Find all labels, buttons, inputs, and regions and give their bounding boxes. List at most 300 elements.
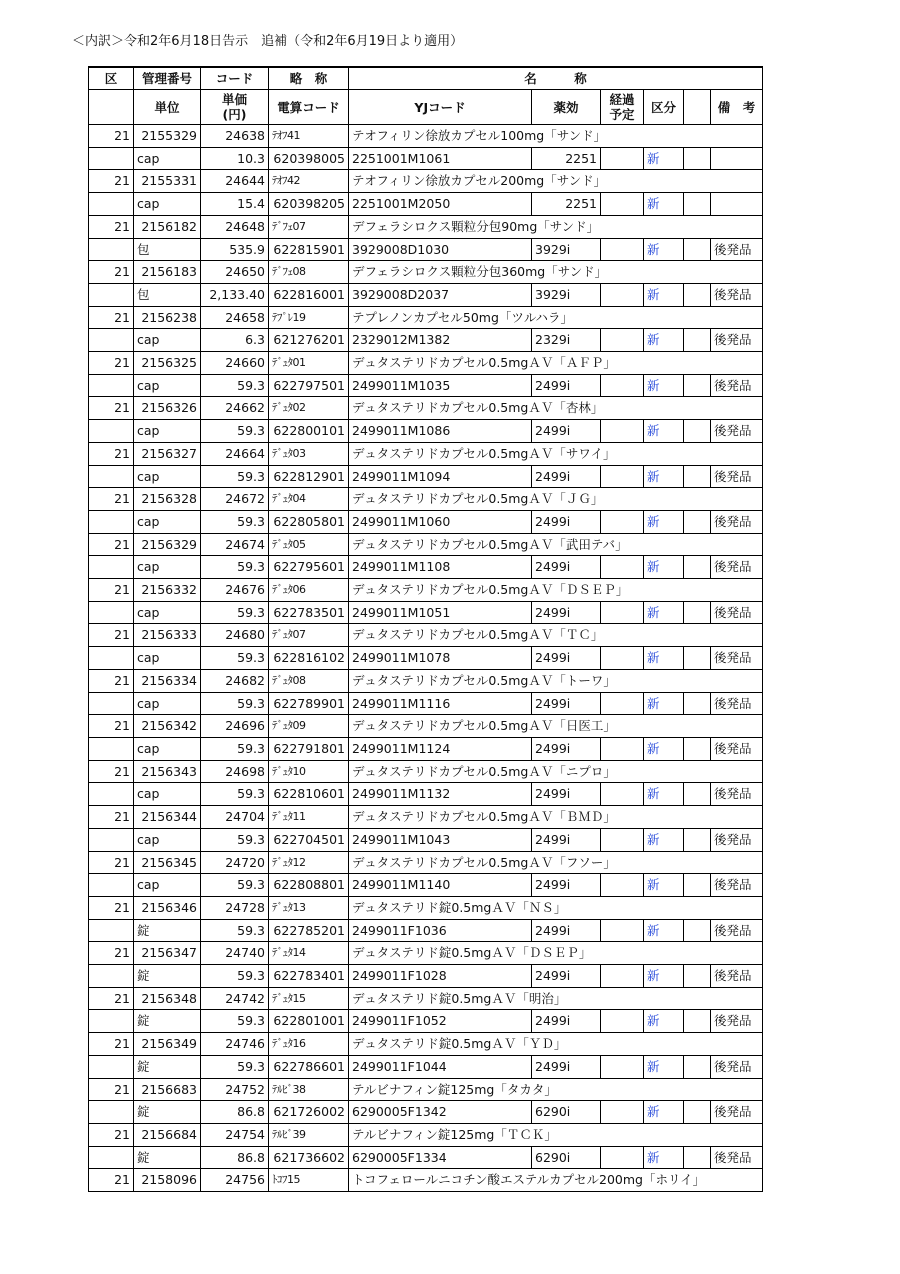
unit-cell: cap	[134, 874, 201, 897]
drug-row-detail	[89, 1010, 763, 1033]
densan-cell: 622795601	[269, 556, 349, 579]
blank-cell	[89, 919, 134, 942]
densan-cell: 622797501	[269, 374, 349, 397]
blank-cell	[684, 601, 711, 624]
drug-row-detail	[89, 601, 763, 624]
yj-cell: 2499011M1094	[349, 465, 532, 488]
drug-name-cell: デュタステリドカプセル0.5mgＡＶ「ＢＭＤ」	[349, 806, 763, 829]
unit-cell: 錠	[134, 1101, 201, 1124]
ku-cell: 21	[89, 442, 134, 465]
kanri-cell: 2156348	[134, 987, 201, 1010]
biko-cell: 後発品	[711, 828, 763, 851]
yj-cell: 2499011F1036	[349, 919, 532, 942]
biko-cell: 後発品	[711, 601, 763, 624]
unit-cell: 包	[134, 238, 201, 261]
drug-name-cell: デュタステリド錠0.5mgＡＶ「明治」	[349, 987, 763, 1010]
drug-price-table	[88, 66, 763, 1192]
densan-cell: 622789901	[269, 692, 349, 715]
kanri-cell: 2155331	[134, 170, 201, 193]
price-cell: 2,133.40	[201, 283, 269, 306]
drug-name-cell: デュタステリドカプセル0.5mgＡＶ「トーワ」	[349, 669, 763, 692]
biko-cell: 後発品	[711, 647, 763, 670]
yakko-cell: 2499i	[532, 1055, 601, 1078]
drug-name-cell: トコフェロールニコチン酸エステルカプセル200mg「ホリイ」	[349, 1169, 763, 1192]
biko-cell: 後発品	[711, 1101, 763, 1124]
ku-cell: 21	[89, 669, 134, 692]
kubun-cell: 新	[644, 556, 684, 579]
yj-cell: 2499011F1044	[349, 1055, 532, 1078]
unit-cell: cap	[134, 329, 201, 352]
header-row-1	[89, 67, 763, 90]
blank-cell	[89, 737, 134, 760]
drug-row-main	[89, 669, 763, 692]
price-cell: 59.3	[201, 783, 269, 806]
price-cell: 59.3	[201, 420, 269, 443]
blank-cell	[89, 965, 134, 988]
kubun-cell: 新	[644, 874, 684, 897]
code-cell: 24676	[201, 579, 269, 602]
densan-cell: 622816102	[269, 647, 349, 670]
kanri-cell: 2156328	[134, 488, 201, 511]
code-cell: 24664	[201, 442, 269, 465]
header-ryaku: 略 称	[269, 67, 349, 90]
header-densan: 電算コード	[269, 90, 349, 125]
yakko-cell: 2499i	[532, 919, 601, 942]
ku-cell: 21	[89, 1123, 134, 1146]
kanri-cell: 2156332	[134, 579, 201, 602]
biko-cell	[711, 193, 763, 216]
kubun-cell: 新	[644, 692, 684, 715]
kanri-cell: 2156182	[134, 215, 201, 238]
ku-cell: 21	[89, 170, 134, 193]
yakko-cell: 2499i	[532, 647, 601, 670]
unit-cell: 錠	[134, 919, 201, 942]
blank-cell	[684, 238, 711, 261]
drug-name-cell: デュタステリド錠0.5mgＡＶ「ＤＳＥＰ」	[349, 942, 763, 965]
unit-cell: cap	[134, 692, 201, 715]
yj-cell: 2499011M1060	[349, 510, 532, 533]
header-kanri: 管理番号	[134, 67, 201, 90]
kubun-cell: 新	[644, 147, 684, 170]
code-cell: 24696	[201, 715, 269, 738]
code-cell: 24720	[201, 851, 269, 874]
blank-cell	[89, 601, 134, 624]
ku-cell: 21	[89, 896, 134, 919]
yakko-cell: 2499i	[532, 510, 601, 533]
blank-cell	[684, 874, 711, 897]
price-cell: 59.3	[201, 874, 269, 897]
unit-cell: cap	[134, 828, 201, 851]
yakko-cell: 2499i	[532, 420, 601, 443]
keika-cell	[601, 874, 644, 897]
unit-cell: cap	[134, 193, 201, 216]
ku-cell: 21	[89, 760, 134, 783]
price-cell: 86.8	[201, 1146, 269, 1169]
drug-row-main	[89, 306, 763, 329]
biko-cell: 後発品	[711, 1146, 763, 1169]
drug-name-cell: デュタステリドカプセル0.5mgＡＶ「杏林」	[349, 397, 763, 420]
price-cell: 6.3	[201, 329, 269, 352]
price-cell: 86.8	[201, 1101, 269, 1124]
yj-cell: 2329012M1382	[349, 329, 532, 352]
code-cell: 24742	[201, 987, 269, 1010]
densan-cell: 621736602	[269, 1146, 349, 1169]
blank-cell	[684, 556, 711, 579]
drug-row-main	[89, 533, 763, 556]
drug-row-detail	[89, 692, 763, 715]
keika-cell	[601, 1146, 644, 1169]
yj-cell: 2499011M1140	[349, 874, 532, 897]
kubun-cell: 新	[644, 283, 684, 306]
yj-cell: 3929008D2037	[349, 283, 532, 306]
densan-cell: 621726002	[269, 1101, 349, 1124]
drug-name-cell: デュタステリドカプセル0.5mgＡＶ「ニプロ」	[349, 760, 763, 783]
ku-cell: 21	[89, 306, 134, 329]
header-tanka: 単価 (円)	[201, 90, 269, 125]
keika-cell	[601, 737, 644, 760]
ryaku-cell: ﾃﾞｭﾀ04	[269, 488, 349, 511]
ryaku-cell: ﾃﾞｭﾀ08	[269, 669, 349, 692]
keika-cell	[601, 647, 644, 670]
blank-cell	[684, 420, 711, 443]
drug-name-cell: テオフィリン徐放カプセル100mg「サンド」	[349, 125, 763, 148]
kanri-cell: 2156349	[134, 1033, 201, 1056]
ryaku-cell: ﾃｵﾌ42	[269, 170, 349, 193]
blank-cell	[89, 692, 134, 715]
blank-cell	[684, 1010, 711, 1033]
biko-cell	[711, 147, 763, 170]
kanri-cell: 2156334	[134, 669, 201, 692]
ku-cell: 21	[89, 125, 134, 148]
price-cell: 59.3	[201, 647, 269, 670]
kubun-cell: 新	[644, 965, 684, 988]
yj-cell: 2251001M1061	[349, 147, 532, 170]
biko-cell: 後発品	[711, 420, 763, 443]
kubun-cell: 新	[644, 238, 684, 261]
ryaku-cell: ﾃﾞｭﾀ09	[269, 715, 349, 738]
yakko-cell: 2251	[532, 193, 601, 216]
kubun-cell: 新	[644, 1055, 684, 1078]
ryaku-cell: ﾃﾞｭﾀ11	[269, 806, 349, 829]
drug-row-detail	[89, 329, 763, 352]
kanri-cell: 2156333	[134, 624, 201, 647]
kanri-cell: 2156343	[134, 760, 201, 783]
biko-cell: 後発品	[711, 556, 763, 579]
drug-row-main	[89, 170, 763, 193]
yakko-cell: 6290i	[532, 1101, 601, 1124]
keika-cell	[601, 1010, 644, 1033]
kanri-cell: 2156326	[134, 397, 201, 420]
code-cell: 24754	[201, 1123, 269, 1146]
yakko-cell: 2499i	[532, 965, 601, 988]
code-cell: 24698	[201, 760, 269, 783]
code-cell: 24680	[201, 624, 269, 647]
drug-name-cell: デュタステリドカプセル0.5mgＡＶ「ＤＳＥＰ」	[349, 579, 763, 602]
yakko-cell: 2499i	[532, 783, 601, 806]
densan-cell: 622816001	[269, 283, 349, 306]
drug-name-cell: デュタステリドカプセル0.5mgＡＶ「日医工」	[349, 715, 763, 738]
code-cell: 24752	[201, 1078, 269, 1101]
drug-name-cell: デフェラシロクス顆粒分包90mg「サンド」	[349, 215, 763, 238]
densan-cell: 620398005	[269, 147, 349, 170]
blank-cell	[89, 1010, 134, 1033]
keika-cell	[601, 283, 644, 306]
yj-cell: 6290005F1334	[349, 1146, 532, 1169]
keika-cell	[601, 601, 644, 624]
ryaku-cell: ﾃﾞﾌｪ07	[269, 215, 349, 238]
yj-cell: 2499011M1051	[349, 601, 532, 624]
yj-cell: 2499011M1108	[349, 556, 532, 579]
drug-row-main	[89, 1123, 763, 1146]
drug-row-main	[89, 261, 763, 284]
ku-cell: 21	[89, 579, 134, 602]
kubun-cell: 新	[644, 919, 684, 942]
kubun-cell: 新	[644, 601, 684, 624]
code-cell: 24662	[201, 397, 269, 420]
ryaku-cell: ﾃﾞｭﾀ14	[269, 942, 349, 965]
ryaku-cell: ﾃﾞｭﾀ07	[269, 624, 349, 647]
kubun-cell: 新	[644, 647, 684, 670]
unit-cell: cap	[134, 556, 201, 579]
drug-row-main	[89, 942, 763, 965]
blank-cell	[684, 329, 711, 352]
blank-cell	[684, 465, 711, 488]
drug-name-cell: デュタステリドカプセル0.5mgＡＶ「ＴＣ」	[349, 624, 763, 647]
ku-cell: 21	[89, 488, 134, 511]
unit-cell: 錠	[134, 1146, 201, 1169]
biko-cell: 後発品	[711, 238, 763, 261]
densan-cell: 622783501	[269, 601, 349, 624]
code-cell: 24672	[201, 488, 269, 511]
blank-cell	[684, 828, 711, 851]
ryaku-cell: ﾃｵﾌ41	[269, 125, 349, 148]
kanri-cell: 2156683	[134, 1078, 201, 1101]
yakko-cell: 2329i	[532, 329, 601, 352]
price-cell: 10.3	[201, 147, 269, 170]
biko-cell: 後発品	[711, 692, 763, 715]
keika-cell	[601, 238, 644, 261]
densan-cell: 622783401	[269, 965, 349, 988]
code-cell: 24638	[201, 125, 269, 148]
blank-cell	[684, 692, 711, 715]
price-cell: 59.3	[201, 737, 269, 760]
drug-name-cell: テルビナフィン錠125mg「タカタ」	[349, 1078, 763, 1101]
drug-row-detail	[89, 874, 763, 897]
price-cell: 59.3	[201, 556, 269, 579]
densan-cell: 621276201	[269, 329, 349, 352]
drug-name-cell: デュタステリドカプセル0.5mgＡＶ「ＪＧ」	[349, 488, 763, 511]
ku-cell: 21	[89, 352, 134, 375]
kanri-cell: 2156347	[134, 942, 201, 965]
ku-cell: 21	[89, 987, 134, 1010]
kanri-cell: 2156345	[134, 851, 201, 874]
ku-cell: 21	[89, 1078, 134, 1101]
unit-cell: cap	[134, 510, 201, 533]
blank-cell	[89, 1101, 134, 1124]
yakko-cell: 2499i	[532, 465, 601, 488]
ryaku-cell: ﾃﾙﾋﾞ39	[269, 1123, 349, 1146]
drug-name-cell: デュタステリドカプセル0.5mgＡＶ「ＡＦＰ」	[349, 352, 763, 375]
kubun-cell: 新	[644, 420, 684, 443]
kanri-cell: 2158096	[134, 1169, 201, 1192]
kubun-cell: 新	[644, 465, 684, 488]
drug-row-main	[89, 851, 763, 874]
kanri-cell: 2156344	[134, 806, 201, 829]
drug-row-detail	[89, 465, 763, 488]
blank-cell	[89, 193, 134, 216]
blank-cell	[89, 874, 134, 897]
ku-cell: 21	[89, 1169, 134, 1192]
drug-row-detail	[89, 510, 763, 533]
blank-cell	[89, 238, 134, 261]
ku-cell: 21	[89, 624, 134, 647]
unit-cell: cap	[134, 601, 201, 624]
ryaku-cell: ﾃﾞｭﾀ06	[269, 579, 349, 602]
blank-cell	[89, 1055, 134, 1078]
blank-cell	[684, 737, 711, 760]
header-yakko: 薬効	[532, 90, 601, 125]
yakko-cell: 2499i	[532, 874, 601, 897]
ryaku-cell: ﾃﾞｭﾀ13	[269, 896, 349, 919]
header-blank	[89, 90, 134, 125]
ku-cell: 21	[89, 533, 134, 556]
drug-row-main	[89, 715, 763, 738]
price-cell: 59.3	[201, 510, 269, 533]
price-cell: 59.3	[201, 1055, 269, 1078]
ku-cell: 21	[89, 397, 134, 420]
biko-cell: 後発品	[711, 283, 763, 306]
code-cell: 24682	[201, 669, 269, 692]
unit-cell: 錠	[134, 1055, 201, 1078]
ryaku-cell: ﾄｺﾌ15	[269, 1169, 349, 1192]
keika-cell	[601, 465, 644, 488]
densan-cell: 622786601	[269, 1055, 349, 1078]
drug-row-detail	[89, 919, 763, 942]
blank-cell	[684, 147, 711, 170]
blank-cell	[89, 783, 134, 806]
ryaku-cell: ﾃﾞﾌｪ08	[269, 261, 349, 284]
drug-row-detail	[89, 647, 763, 670]
price-cell: 535.9	[201, 238, 269, 261]
blank-cell	[684, 965, 711, 988]
drug-row-main	[89, 1169, 763, 1192]
price-cell: 59.3	[201, 965, 269, 988]
drug-row-detail	[89, 737, 763, 760]
yakko-cell: 2499i	[532, 828, 601, 851]
drug-row-main	[89, 215, 763, 238]
header-ku: 区	[89, 67, 134, 90]
keika-cell	[601, 510, 644, 533]
unit-cell: 錠	[134, 1010, 201, 1033]
kanri-cell: 2156183	[134, 261, 201, 284]
header-blank	[684, 90, 711, 125]
densan-cell: 622812901	[269, 465, 349, 488]
kanri-cell: 2156327	[134, 442, 201, 465]
drug-row-main	[89, 1033, 763, 1056]
unit-cell: 包	[134, 283, 201, 306]
biko-cell: 後発品	[711, 737, 763, 760]
header-row-2	[89, 90, 763, 125]
drug-row-detail	[89, 965, 763, 988]
kanri-cell: 2156329	[134, 533, 201, 556]
drug-row-detail	[89, 1055, 763, 1078]
densan-cell: 622791801	[269, 737, 349, 760]
ryaku-cell: ﾃﾙﾋﾞ38	[269, 1078, 349, 1101]
biko-cell: 後発品	[711, 783, 763, 806]
price-cell: 59.3	[201, 692, 269, 715]
ryaku-cell: ﾃﾞｭﾀ16	[269, 1033, 349, 1056]
drug-name-cell: デフェラシロクス顆粒分包360mg「サンド」	[349, 261, 763, 284]
drug-row-detail	[89, 556, 763, 579]
blank-cell	[89, 147, 134, 170]
header-tani: 単位	[134, 90, 201, 125]
drug-row-main	[89, 624, 763, 647]
blank-cell	[89, 556, 134, 579]
drug-row-main	[89, 397, 763, 420]
biko-cell: 後発品	[711, 465, 763, 488]
drug-name-cell: デュタステリドカプセル0.5mgＡＶ「武田テバ」	[349, 533, 763, 556]
blank-cell	[89, 1146, 134, 1169]
code-cell: 24746	[201, 1033, 269, 1056]
code-cell: 24756	[201, 1169, 269, 1192]
densan-cell: 622808801	[269, 874, 349, 897]
drug-row-main	[89, 488, 763, 511]
biko-cell: 後発品	[711, 1010, 763, 1033]
yj-cell: 2499011F1052	[349, 1010, 532, 1033]
ku-cell: 21	[89, 1033, 134, 1056]
drug-row-detail	[89, 193, 763, 216]
unit-cell: cap	[134, 374, 201, 397]
code-cell: 24658	[201, 306, 269, 329]
price-cell: 59.3	[201, 828, 269, 851]
kanri-cell: 2156346	[134, 896, 201, 919]
code-cell: 24650	[201, 261, 269, 284]
densan-cell: 620398205	[269, 193, 349, 216]
ku-cell: 21	[89, 851, 134, 874]
drug-row-detail	[89, 238, 763, 261]
densan-cell: 622704501	[269, 828, 349, 851]
drug-row-main	[89, 760, 763, 783]
densan-cell: 622810601	[269, 783, 349, 806]
yakko-cell: 2499i	[532, 374, 601, 397]
blank-cell	[89, 465, 134, 488]
price-cell: 15.4	[201, 193, 269, 216]
price-cell: 59.3	[201, 1010, 269, 1033]
ryaku-cell: ﾃﾞｭﾀ02	[269, 397, 349, 420]
header-code: コード	[201, 67, 269, 90]
blank-cell	[684, 1101, 711, 1124]
blank-cell	[684, 374, 711, 397]
biko-cell: 後発品	[711, 374, 763, 397]
header-keika: 経過 予定	[601, 90, 644, 125]
ku-cell: 21	[89, 715, 134, 738]
yj-cell: 2499011M1124	[349, 737, 532, 760]
drug-row-detail	[89, 374, 763, 397]
biko-cell: 後発品	[711, 1055, 763, 1078]
drug-row-main	[89, 1078, 763, 1101]
drug-row-main	[89, 896, 763, 919]
keika-cell	[601, 919, 644, 942]
drug-name-cell: デュタステリドカプセル0.5mgＡＶ「サワイ」	[349, 442, 763, 465]
ku-cell: 21	[89, 942, 134, 965]
kubun-cell: 新	[644, 193, 684, 216]
code-cell: 24740	[201, 942, 269, 965]
blank-cell	[684, 783, 711, 806]
ryaku-cell: ﾃﾌﾟﾚ19	[269, 306, 349, 329]
header-yj: YJコード	[349, 90, 532, 125]
keika-cell	[601, 692, 644, 715]
header-kubun: 区分	[644, 90, 684, 125]
